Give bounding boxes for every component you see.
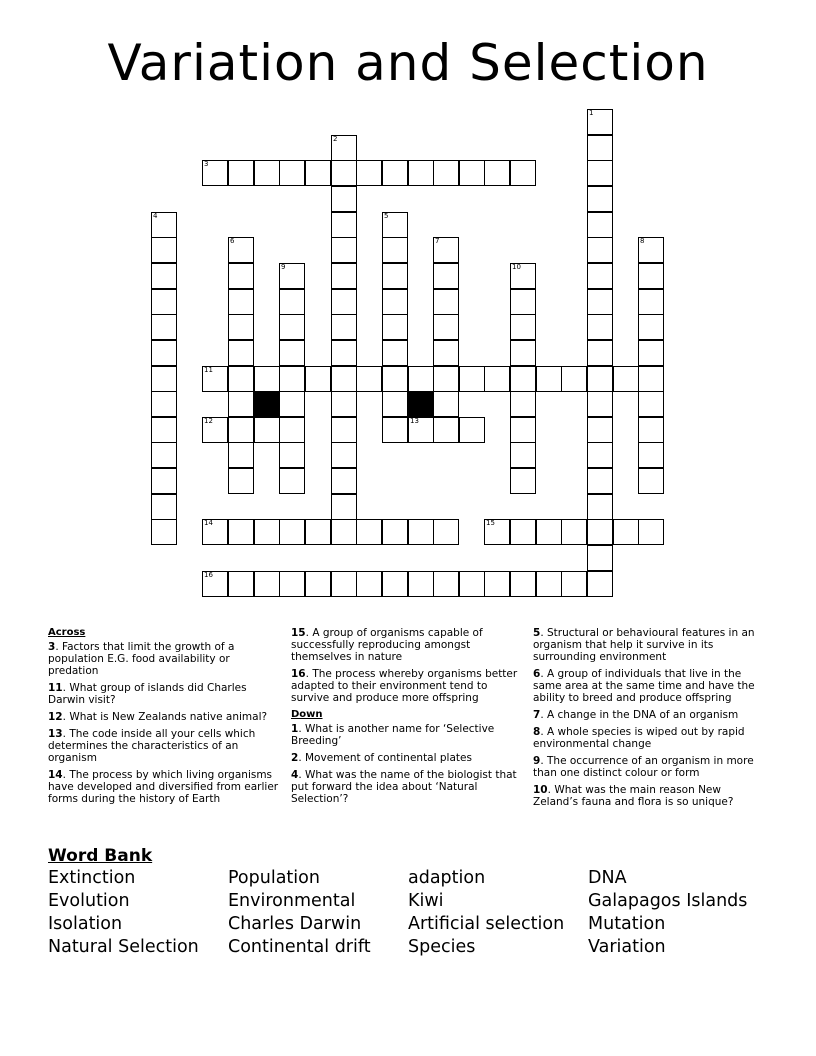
- crossword-cell[interactable]: [382, 314, 408, 340]
- crossword-cell[interactable]: [587, 571, 613, 597]
- crossword-cell[interactable]: [254, 160, 280, 186]
- crossword-cell[interactable]: [433, 340, 459, 366]
- crossword-cell[interactable]: [433, 289, 459, 315]
- word-bank-word: Species: [408, 937, 476, 957]
- word-bank-word: Galapagos Islands: [588, 891, 748, 911]
- crossword-cell[interactable]: [151, 289, 177, 315]
- crossword-cell[interactable]: [638, 314, 664, 340]
- crossword-cell[interactable]: [331, 237, 357, 263]
- clue-down-1: 1. What is another name for ‘Selective Breeding’: [291, 723, 495, 747]
- crossword-cell[interactable]: [433, 417, 459, 443]
- crossword-cell[interactable]: [356, 571, 382, 597]
- crossword-cell[interactable]: [638, 417, 664, 443]
- crossword-cell[interactable]: [613, 519, 639, 545]
- crossword-cell[interactable]: [254, 366, 280, 392]
- crossword-cell[interactable]: [279, 468, 305, 494]
- word-bank-word: Population: [228, 868, 320, 888]
- crossword-cell[interactable]: [433, 519, 459, 545]
- crossword-cell[interactable]: [331, 519, 357, 545]
- crossword-cell[interactable]: [408, 366, 434, 392]
- crossword-cell[interactable]: [279, 519, 305, 545]
- crossword-cell[interactable]: [433, 160, 459, 186]
- crossword-cell[interactable]: [331, 314, 357, 340]
- crossword-cell[interactable]: [459, 417, 485, 443]
- crossword-cell[interactable]: [613, 366, 639, 392]
- crossword-cell[interactable]: [587, 545, 613, 571]
- crossword-cell[interactable]: [433, 366, 459, 392]
- crossword-cell[interactable]: [510, 571, 536, 597]
- crossword-cell[interactable]: [587, 160, 613, 186]
- crossword-cell[interactable]: [587, 186, 613, 212]
- word-bank-word: Extinction: [48, 868, 136, 888]
- crossword-cell[interactable]: [279, 340, 305, 366]
- crossword-cell[interactable]: [510, 263, 536, 289]
- crossword-black-cell: [254, 391, 280, 417]
- crossword-cell[interactable]: [151, 263, 177, 289]
- crossword-cell[interactable]: [382, 212, 408, 238]
- clue-down-4: 4. What was the name of the biologist that put forward the idea about ‘Natural Selection’?: [291, 769, 517, 805]
- crossword-cell[interactable]: [382, 263, 408, 289]
- crossword-cell[interactable]: [305, 571, 331, 597]
- crossword-cell[interactable]: [228, 571, 254, 597]
- crossword-cell[interactable]: [408, 519, 434, 545]
- crossword-cell[interactable]: [151, 212, 177, 238]
- clue-across-16: 16. The process whereby organisms better adapted to their environment tend to survive and produce more offspring: [291, 668, 518, 704]
- crossword-cell[interactable]: [408, 571, 434, 597]
- crossword-cell[interactable]: [331, 391, 357, 417]
- crossword-cell[interactable]: [587, 391, 613, 417]
- clue-number: 8: [640, 237, 645, 245]
- crossword-cell[interactable]: [510, 468, 536, 494]
- crossword-cell[interactable]: [331, 366, 357, 392]
- clue-number: 12: [204, 417, 213, 425]
- crossword-cell[interactable]: [587, 212, 613, 238]
- crossword-cell[interactable]: [510, 442, 536, 468]
- crossword-cell[interactable]: [151, 442, 177, 468]
- clue-number: 16: [204, 571, 213, 579]
- crossword-cell[interactable]: [638, 468, 664, 494]
- clues-column-1: [48, 627, 280, 810]
- crossword-cell[interactable]: [279, 391, 305, 417]
- clue-number: 15: [486, 519, 495, 527]
- crossword-cell[interactable]: [382, 289, 408, 315]
- crossword-cell[interactable]: [510, 519, 536, 545]
- crossword-cell[interactable]: [202, 519, 228, 545]
- crossword-cell[interactable]: [254, 417, 280, 443]
- crossword-cell[interactable]: [433, 314, 459, 340]
- crossword-cell[interactable]: [228, 442, 254, 468]
- crossword-black-cell: [408, 391, 434, 417]
- clue-across-3: 3. Factors that limit the growth of a population E.G. food availability or predation: [48, 641, 235, 677]
- clue-number: 14: [204, 519, 213, 527]
- crossword-cell[interactable]: [279, 417, 305, 443]
- crossword-cell[interactable]: [254, 519, 280, 545]
- clue-number: 13: [410, 417, 419, 425]
- crossword-cell[interactable]: [382, 160, 408, 186]
- clue-number: 2: [333, 135, 338, 143]
- crossword-cell[interactable]: [228, 237, 254, 263]
- crossword-cell[interactable]: [331, 135, 357, 161]
- crossword-cell[interactable]: [587, 366, 613, 392]
- crossword-cell[interactable]: [587, 314, 613, 340]
- crossword-cell[interactable]: [382, 340, 408, 366]
- crossword-cell[interactable]: [587, 519, 613, 545]
- crossword-cell[interactable]: [638, 391, 664, 417]
- clue-across-12: 12. What is New Zealands native animal?: [48, 711, 268, 723]
- crossword-cell[interactable]: [587, 494, 613, 520]
- crossword-cell[interactable]: [587, 135, 613, 161]
- clue-number: 5: [384, 212, 389, 220]
- clue-number: 9: [281, 263, 286, 271]
- across-heading: Across: [48, 627, 86, 638]
- crossword-cell[interactable]: [151, 366, 177, 392]
- crossword-cell[interactable]: [356, 160, 382, 186]
- clue-number: 10: [512, 263, 521, 271]
- crossword-cell[interactable]: [638, 263, 664, 289]
- crossword-cell[interactable]: [587, 237, 613, 263]
- crossword-cell[interactable]: [408, 417, 434, 443]
- crossword-cell[interactable]: [228, 314, 254, 340]
- crossword-cell[interactable]: [638, 442, 664, 468]
- word-bank-word: Evolution: [48, 891, 130, 911]
- crossword-cell[interactable]: [510, 391, 536, 417]
- crossword-cell[interactable]: [510, 289, 536, 315]
- crossword-cell[interactable]: [356, 366, 382, 392]
- crossword-cell[interactable]: [228, 391, 254, 417]
- clues-column-2: [291, 627, 526, 810]
- crossword-cell[interactable]: [202, 160, 228, 186]
- crossword-cell[interactable]: [331, 160, 357, 186]
- crossword-cell[interactable]: [638, 366, 664, 392]
- crossword-cell[interactable]: [433, 391, 459, 417]
- crossword-cell[interactable]: [151, 417, 177, 443]
- crossword-cell[interactable]: [433, 263, 459, 289]
- crossword-cell[interactable]: [279, 160, 305, 186]
- crossword-cell[interactable]: [561, 366, 587, 392]
- crossword-cell[interactable]: [228, 340, 254, 366]
- crossword-cell[interactable]: [279, 442, 305, 468]
- crossword-cell[interactable]: [382, 519, 408, 545]
- crossword-cell[interactable]: [331, 186, 357, 212]
- crossword-cell[interactable]: [202, 417, 228, 443]
- crossword-cell[interactable]: [202, 366, 228, 392]
- clue-down-7: 7. A change in the DNA of an organism: [533, 709, 739, 721]
- crossword-cell[interactable]: [228, 366, 254, 392]
- crossword-cell[interactable]: [459, 160, 485, 186]
- crossword-cell[interactable]: [484, 366, 510, 392]
- crossword-cell[interactable]: [228, 519, 254, 545]
- crossword-cell[interactable]: [536, 571, 562, 597]
- crossword-cell[interactable]: [331, 289, 357, 315]
- crossword-cell[interactable]: [151, 391, 177, 417]
- crossword-cell[interactable]: [638, 237, 664, 263]
- word-bank-word: Mutation: [588, 914, 666, 934]
- crossword-cell[interactable]: [331, 212, 357, 238]
- crossword-cell[interactable]: [305, 366, 331, 392]
- crossword-cell[interactable]: [587, 468, 613, 494]
- word-bank-word: Isolation: [48, 914, 123, 934]
- crossword-cell[interactable]: [382, 366, 408, 392]
- crossword-cell[interactable]: [510, 340, 536, 366]
- crossword-cell[interactable]: [382, 391, 408, 417]
- crossword-cell[interactable]: [459, 571, 485, 597]
- crossword-cell[interactable]: [408, 160, 434, 186]
- crossword-cell[interactable]: [151, 340, 177, 366]
- crossword-cell[interactable]: [202, 571, 228, 597]
- crossword-cell[interactable]: [305, 160, 331, 186]
- word-bank-word: Environmental: [228, 891, 356, 911]
- clue-across-14: 14. The process by which living organisms have developed and diversified from earlier forms during the history of Earth: [48, 769, 279, 805]
- crossword-cell[interactable]: [228, 263, 254, 289]
- word-bank-word: Artificial selection: [408, 914, 565, 934]
- crossword-cell[interactable]: [279, 366, 305, 392]
- crossword-cell[interactable]: [331, 417, 357, 443]
- clue-number: 11: [204, 366, 213, 374]
- crossword-cell[interactable]: [228, 160, 254, 186]
- clue-across-15: 15. A group of organisms capable of successfully reproducing amongst themselves in nature: [291, 627, 483, 663]
- crossword-cell[interactable]: [331, 571, 357, 597]
- clues-column-3: [533, 627, 768, 813]
- crossword-cell[interactable]: [587, 417, 613, 443]
- crossword-cell[interactable]: [151, 468, 177, 494]
- clue-number: 7: [435, 237, 440, 245]
- crossword-cell[interactable]: [510, 314, 536, 340]
- clue-down-10: 10. What was the main reason New Zeland’s fauna and flora is so unique?: [533, 784, 734, 808]
- worksheet-title: Variation and Selection: [107, 34, 709, 92]
- word-bank-word: adaption: [408, 868, 486, 888]
- crossword-cell[interactable]: [151, 237, 177, 263]
- crossword-cell[interactable]: [638, 289, 664, 315]
- crossword-cell[interactable]: [510, 366, 536, 392]
- crossword-cell[interactable]: [561, 519, 587, 545]
- crossword-cell[interactable]: [587, 289, 613, 315]
- crossword-cell[interactable]: [382, 417, 408, 443]
- word-bank-word: Kiwi: [408, 891, 444, 911]
- crossword-cell[interactable]: [356, 519, 382, 545]
- clue-down-5: 5. Structural or behavioural features in an organism that help it survive in its surrounding environment: [533, 627, 755, 663]
- clue-across-13: 13. The code inside all your cells which determines the characteristics of an organism: [48, 728, 256, 764]
- clue-number: 6: [230, 237, 235, 245]
- crossword-cell[interactable]: [279, 289, 305, 315]
- crossword-cell[interactable]: [382, 571, 408, 597]
- crossword-cell[interactable]: [279, 571, 305, 597]
- clue-number: 3: [204, 160, 209, 168]
- crossword-cell[interactable]: [331, 468, 357, 494]
- crossword-cell[interactable]: [331, 494, 357, 520]
- crossword-cell[interactable]: [279, 263, 305, 289]
- crossword-cell[interactable]: [587, 263, 613, 289]
- crossword-cell[interactable]: [382, 237, 408, 263]
- crossword-cell[interactable]: [254, 571, 280, 597]
- word-bank-word: Charles Darwin: [228, 914, 362, 934]
- crossword-cell[interactable]: [433, 237, 459, 263]
- clue-across-11: 11. What group of islands did Charles Darwin visit?: [48, 682, 247, 706]
- crossword-cell[interactable]: [484, 519, 510, 545]
- clue-number: 4: [153, 212, 158, 220]
- crossword-cell[interactable]: [228, 468, 254, 494]
- word-bank-word: DNA: [588, 868, 627, 888]
- crossword-cell[interactable]: [536, 366, 562, 392]
- crossword-cell[interactable]: [305, 519, 331, 545]
- word-bank-title: Word Bank: [48, 846, 153, 866]
- crossword-cell[interactable]: [433, 571, 459, 597]
- clue-down-9: 9. The occurrence of an organism in more than one distinct colour or form: [533, 755, 754, 779]
- crossword-cell[interactable]: [536, 519, 562, 545]
- crossword-cell[interactable]: [484, 160, 510, 186]
- crossword-cell[interactable]: [331, 263, 357, 289]
- clue-down-2: 2. Movement of continental plates: [291, 752, 472, 764]
- crossword-cell[interactable]: [151, 314, 177, 340]
- crossword-cell[interactable]: [228, 417, 254, 443]
- word-bank-word: Variation: [588, 937, 666, 957]
- crossword-cell[interactable]: [561, 571, 587, 597]
- crossword-cell[interactable]: [587, 340, 613, 366]
- crossword-cell[interactable]: [638, 340, 664, 366]
- crossword-cell[interactable]: [151, 494, 177, 520]
- crossword-cell[interactable]: [151, 519, 177, 545]
- down-heading: Down: [291, 709, 323, 720]
- crossword-cell[interactable]: [587, 109, 613, 135]
- crossword-cell[interactable]: [331, 340, 357, 366]
- crossword-cell[interactable]: [331, 442, 357, 468]
- crossword-cell[interactable]: [228, 289, 254, 315]
- clue-number: 1: [589, 109, 594, 117]
- crossword-cell[interactable]: [510, 160, 536, 186]
- crossword-cell[interactable]: [638, 519, 664, 545]
- crossword-cell[interactable]: [484, 571, 510, 597]
- crossword-cell[interactable]: [510, 417, 536, 443]
- crossword-cell[interactable]: [587, 442, 613, 468]
- clue-down-6: 6. A group of individuals that live in the same area at the same time and have the ability to breed and produce offspring: [533, 668, 755, 704]
- word-bank-word: Natural Selection: [48, 937, 199, 957]
- crossword-cell[interactable]: [459, 366, 485, 392]
- clue-down-8: 8. A whole species is wiped out by rapid environmental change: [533, 726, 745, 750]
- word-bank-word: Continental drift: [228, 937, 371, 957]
- crossword-cell[interactable]: [279, 314, 305, 340]
